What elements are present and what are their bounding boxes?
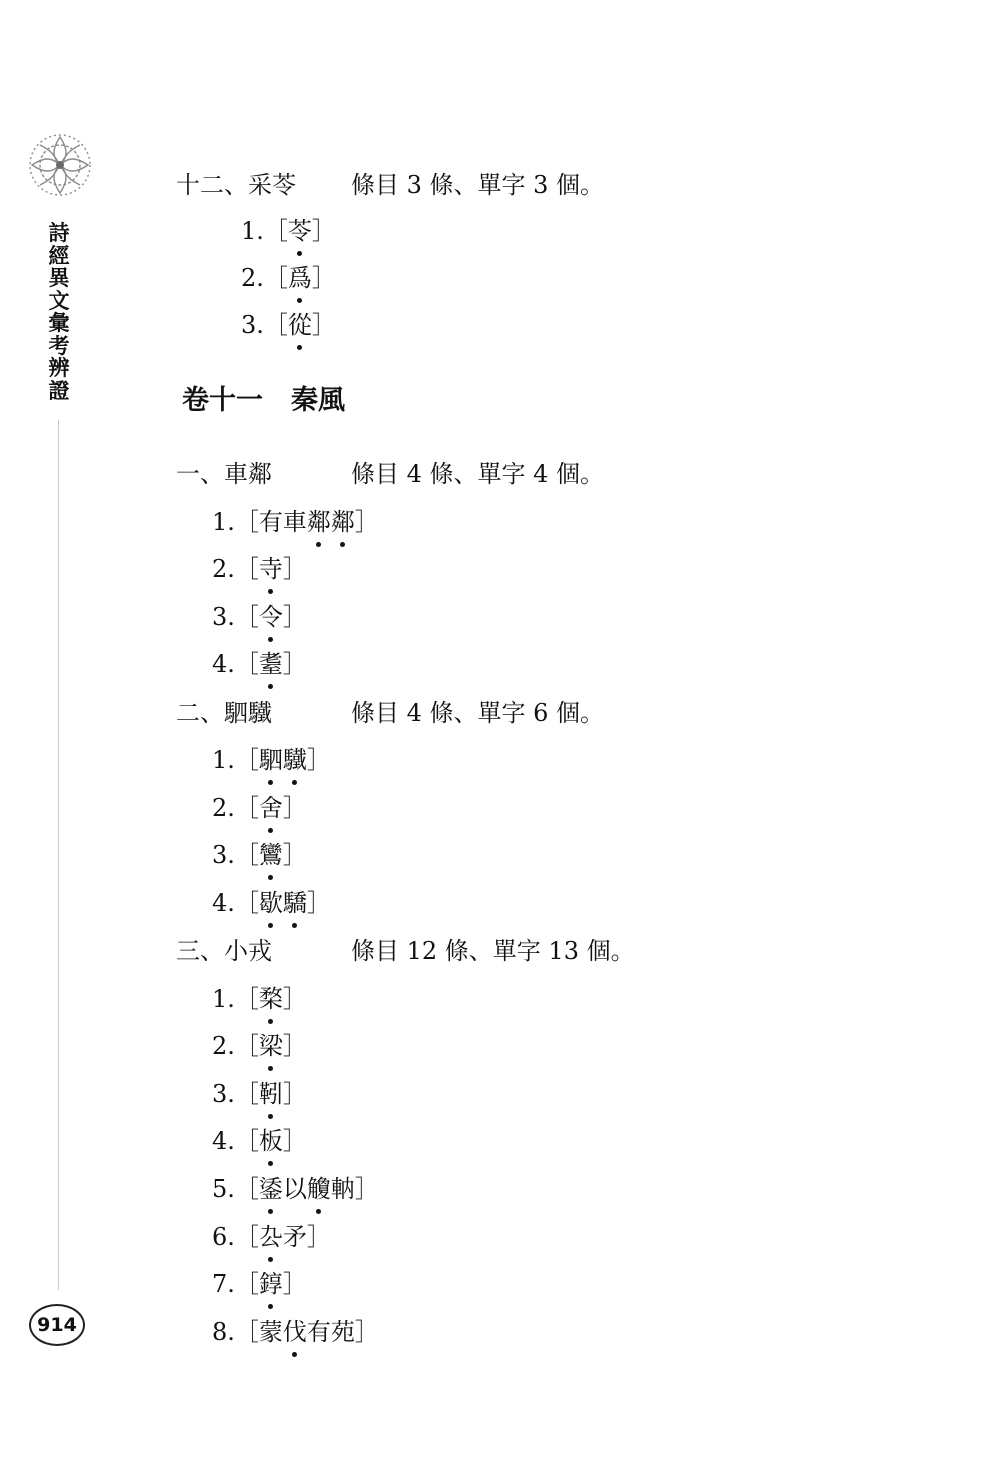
- item-number: 2.: [212, 555, 235, 583]
- list-item: [241, 262, 336, 294]
- variant-text: 厹矛: [258, 1223, 307, 1251]
- close-bracket: ］: [282, 1080, 307, 1108]
- open-bracket: ［: [263, 217, 288, 245]
- close-bracket: ］: [311, 217, 336, 245]
- list-item: [212, 1030, 307, 1062]
- open-bracket: ［: [234, 794, 259, 822]
- close-bracket: ］: [306, 1223, 331, 1251]
- list-item: [212, 983, 307, 1015]
- volume-number: 卷十一: [182, 385, 263, 416]
- list-item: [212, 1125, 307, 1157]
- poem-title: 三、小戎: [176, 937, 272, 965]
- list-item: [212, 1316, 379, 1348]
- item-number: 4.: [212, 650, 235, 678]
- variant-text: 有車鄰鄰: [258, 508, 355, 536]
- close-bracket: ］: [282, 1127, 307, 1155]
- entry-count: 條目 3 條、單字 3 個。: [351, 171, 605, 199]
- entry-count: 條目 4 條、單字 4 個。: [351, 460, 605, 488]
- close-bracket: ］: [282, 1032, 307, 1060]
- open-bracket: ［: [234, 650, 259, 678]
- variant-text: 苓: [287, 217, 312, 245]
- poem-heading: [176, 169, 604, 201]
- open-bracket: ［: [234, 1175, 259, 1203]
- item-number: 3.: [212, 841, 235, 869]
- list-item: [212, 506, 379, 538]
- item-number: 1.: [212, 746, 235, 774]
- variant-text: 錞: [258, 1270, 283, 1298]
- open-bracket: ［: [234, 555, 259, 583]
- list-item: [212, 792, 307, 824]
- item-number: 7.: [212, 1270, 235, 1298]
- close-bracket: ］: [282, 650, 307, 678]
- list-item: [212, 1173, 379, 1205]
- close-bracket: ］: [354, 1175, 379, 1203]
- book-title: 詩經異文彙考辨證: [48, 221, 70, 403]
- open-bracket: ［: [234, 1127, 259, 1155]
- list-item: [212, 553, 307, 585]
- item-number: 1.: [241, 217, 264, 245]
- close-bracket: ］: [311, 311, 336, 339]
- list-item: [241, 309, 336, 341]
- close-bracket: ］: [282, 1270, 307, 1298]
- open-bracket: ［: [234, 1270, 259, 1298]
- variant-text: 板: [258, 1127, 283, 1155]
- variant-text: 楘: [258, 985, 283, 1013]
- close-bracket: ］: [311, 264, 336, 292]
- item-number: 3.: [212, 603, 235, 631]
- page-number: 914: [29, 1304, 85, 1346]
- list-item: [212, 1221, 331, 1253]
- poem-heading: [176, 935, 635, 967]
- open-bracket: ［: [234, 841, 259, 869]
- poem-heading: [176, 697, 604, 729]
- item-number: 6.: [212, 1223, 235, 1251]
- poem-title: 十二、采苓: [176, 171, 296, 199]
- poem-title: 二、駟驖: [176, 699, 272, 727]
- close-bracket: ］: [282, 603, 307, 631]
- open-bracket: ［: [234, 1032, 259, 1060]
- variant-text: 爲: [287, 264, 312, 292]
- variant-text: 令: [258, 603, 283, 631]
- item-number: 2.: [241, 264, 264, 292]
- close-bracket: ］: [306, 889, 331, 917]
- variant-text: 寺: [258, 555, 283, 583]
- volume-name: 秦風: [291, 385, 345, 416]
- variant-text: 鸞: [258, 841, 283, 869]
- item-number: 1.: [212, 985, 235, 1013]
- open-bracket: ［: [234, 508, 259, 536]
- list-item: [241, 215, 336, 247]
- variant-text: 梁: [258, 1032, 283, 1060]
- open-bracket: ［: [234, 1223, 259, 1251]
- poem-heading: [176, 458, 604, 490]
- list-item: [212, 744, 331, 776]
- item-number: 4.: [212, 889, 235, 917]
- list-item: [212, 839, 307, 871]
- close-bracket: ］: [354, 1318, 379, 1346]
- close-bracket: ］: [282, 841, 307, 869]
- item-number: 2.: [212, 794, 235, 822]
- list-item: [212, 601, 307, 633]
- list-item: [212, 648, 307, 680]
- item-number: 3.: [212, 1080, 235, 1108]
- variant-text: 駟驖: [258, 746, 307, 774]
- open-bracket: ［: [263, 264, 288, 292]
- open-bracket: ［: [263, 311, 288, 339]
- open-bracket: ［: [234, 746, 259, 774]
- open-bracket: ［: [234, 603, 259, 631]
- open-bracket: ［: [234, 1080, 259, 1108]
- list-item: [212, 887, 331, 919]
- item-number: 4.: [212, 1127, 235, 1155]
- variant-text: 蒙伐有苑: [258, 1318, 355, 1346]
- item-number: 3.: [241, 311, 264, 339]
- list-item: [212, 1268, 307, 1300]
- item-number: 2.: [212, 1032, 235, 1060]
- variant-text: 從: [287, 311, 312, 339]
- variant-text: 舍: [258, 794, 283, 822]
- variant-text: 鋈以觼軜: [258, 1175, 355, 1203]
- list-item: [212, 1078, 307, 1110]
- close-bracket: ］: [306, 746, 331, 774]
- variant-text: 耋: [258, 650, 283, 678]
- variant-text: 歇驕: [258, 889, 307, 917]
- entry-count: 條目 12 條、單字 13 個。: [351, 937, 635, 965]
- open-bracket: ［: [234, 1318, 259, 1346]
- open-bracket: ［: [234, 985, 259, 1013]
- item-number: 5.: [212, 1175, 235, 1203]
- poem-title: 一、車鄰: [176, 460, 272, 488]
- item-number: 1.: [212, 508, 235, 536]
- volume-heading: [182, 385, 345, 417]
- open-bracket: ［: [234, 889, 259, 917]
- item-number: 8.: [212, 1318, 235, 1346]
- close-bracket: ］: [282, 794, 307, 822]
- variant-text: 靷: [258, 1080, 283, 1108]
- close-bracket: ］: [354, 508, 379, 536]
- entry-count: 條目 4 條、單字 6 個。: [351, 699, 605, 727]
- close-bracket: ］: [282, 985, 307, 1013]
- close-bracket: ］: [282, 555, 307, 583]
